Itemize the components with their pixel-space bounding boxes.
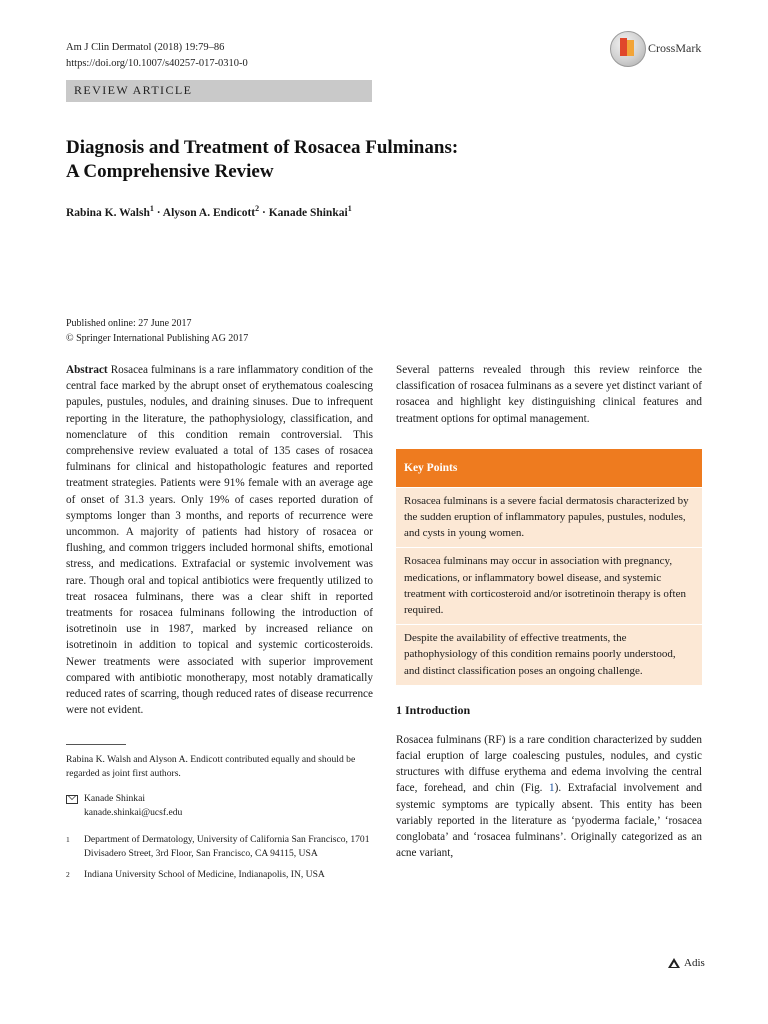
doi-link[interactable]: https://doi.org/10.1007/s40257-017-0310-0 (66, 58, 248, 69)
publisher-logo (668, 957, 705, 969)
author-name[interactable]: Alyson A. Endicott (162, 206, 256, 219)
right-column (396, 362, 702, 861)
author-name[interactable]: Rabina K. Walsh (66, 206, 150, 219)
author-affiliation-mark: 1 (347, 204, 352, 213)
affiliation-number: 1 (66, 835, 70, 845)
crossmark-icon-left-band (620, 38, 627, 56)
published-date: Published online: 27 June 2017 (66, 318, 192, 329)
equal-contribution-note: Rabina K. Walsh and Alyson A. Endicott contributed equally and should be regarded as joint first authors. (66, 754, 356, 779)
key-point-item: Despite the availability of effective treatments, the pathophysiology of this condition remains poorly understood, and distinct classification poses an ongoing challenge. (396, 624, 702, 685)
intro-text-end: ). Extrafacial involvement and systemic symptoms are typically absent. This entity has been variably reported in the literature as ‘pyoderma faciale,’ ‘rosacea conglobata’ and ‘rosacea fulminans’. Originally categorized as an acne variant, (396, 782, 702, 860)
affiliation-item (66, 868, 373, 882)
key-point-item: Rosacea fulminans may occur in association with pregnancy, medications, or inflammatory bowel disease, and systemic treatment with corticosteroid and/or isotretinoin therapy is often required. (396, 547, 702, 624)
author-separator: · (153, 206, 163, 219)
title-line-1: Diagnosis and Treatment of Rosacea Fulminans: (66, 137, 459, 158)
left-column (66, 362, 373, 882)
affiliation-item (66, 833, 373, 860)
introduction-heading: 1 Introduction (396, 702, 471, 717)
crossmark-label: CrossMark (648, 41, 702, 55)
abstract-label: Abstract (66, 364, 108, 376)
corresponding-name: Kanade Shinkai (84, 793, 146, 805)
affiliation-text: Indiana University School of Medicine, Indianapolis, IN, USA (84, 869, 325, 881)
envelope-icon (66, 795, 78, 804)
copyright-line: © Springer International Publishing AG 2017 (66, 333, 249, 344)
journal-citation (66, 40, 248, 72)
introduction-paragraph (396, 732, 702, 862)
key-points-heading: Key Points (396, 449, 702, 487)
abstract-text: Rosacea fulminans is a rare inflammatory condition of the central face marked by the abrupt onset of erythematous coalescing papules, pustules, nodules, and draining sinuses. Due to infrequent reporting in the literature, the pathophysiology, classification, and nomenclature of this condition remain controversial. This comprehensive review evaluated a total of 135 cases of rosacea fulminans for clinical and histopathologic features and reported treatment strategies. Patients were 91% female with an average age of onset of 31.3 years. Only 19% of cases reported duration of symptoms longer than 3 months, and reports of recurrence were uncommon. A majority of patients had history of rosacea or flushing, and common triggers included hormonal shifts, emotional stress, and medications. Extrafacial or systemic involvement was rare. Though oral and topical antibiotics were frequently utilized to treat rosacea fulminans, there was a clear shift in reported treatments for rosacea fulminans following the introduction of isotretinoin use in 1987, marked by increased reliance on isotretinoin in addition to topical and systemic corticosteroids. Newer treatments were associated with superior improvement compared with antibiotic monotherapy, most notably dramatically reduced rates of scarring, though reduced rates of disease recurrence were not evident. (66, 364, 373, 717)
corresponding-author (66, 792, 373, 819)
publication-info (66, 316, 248, 346)
title-line-2: A Comprehensive Review (66, 161, 274, 182)
crossmark-icon-right-band (627, 40, 634, 56)
figure-reference-link[interactable]: 1 (549, 782, 555, 795)
intro-text-start: Rosacea fulminans (RF) is a rare condition characterized by sudden facial eruption of large coalescing pustules, nodules, and cystic structures with diffuse erythema and edema involving the central face, forehead, and chin (Fig. (396, 733, 702, 795)
affiliation-number: 2 (66, 870, 70, 880)
key-point-item: Rosacea fulminans is a severe facial dermatosis characterized by the sudden eruption of inflammatory papules, pustules, nodules, and cysts in young women. (396, 487, 702, 548)
journal-line: Am J Clin Dermatol (2018) 19:79–86 (66, 42, 225, 53)
affiliation-text: Department of Dermatology, University of California San Francisco, 1701 Divisadero Street, 3rd Floor, San Francisco, CA 94115, USA (84, 834, 370, 859)
abstract-continuation: Several patterns revealed through this review reinforce the classification of rosacea fulminans as a severe yet distinct variant of rosacea and highlight key distinguishing clinical features and treatment options for optimal management. (396, 364, 702, 425)
article-title (66, 136, 706, 184)
author-name[interactable]: Kanade Shinkai (268, 206, 348, 219)
publisher-name: Adis (684, 957, 705, 969)
article-type-bar (66, 80, 372, 102)
author-affiliation-mark: 2 (255, 204, 260, 213)
author-separator: · (259, 206, 269, 219)
author-affiliation-mark: 1 (149, 204, 154, 213)
article-type-label: REVIEW ARTICLE (74, 83, 193, 97)
author-list (66, 204, 352, 219)
footnote-divider (66, 744, 126, 745)
adis-triangle-icon (668, 958, 680, 968)
key-points-box (396, 449, 702, 685)
crossmark-badge[interactable] (608, 31, 718, 69)
abstract-paragraph (66, 362, 373, 718)
corresponding-email[interactable]: kanade.shinkai@ucsf.edu (84, 806, 183, 818)
